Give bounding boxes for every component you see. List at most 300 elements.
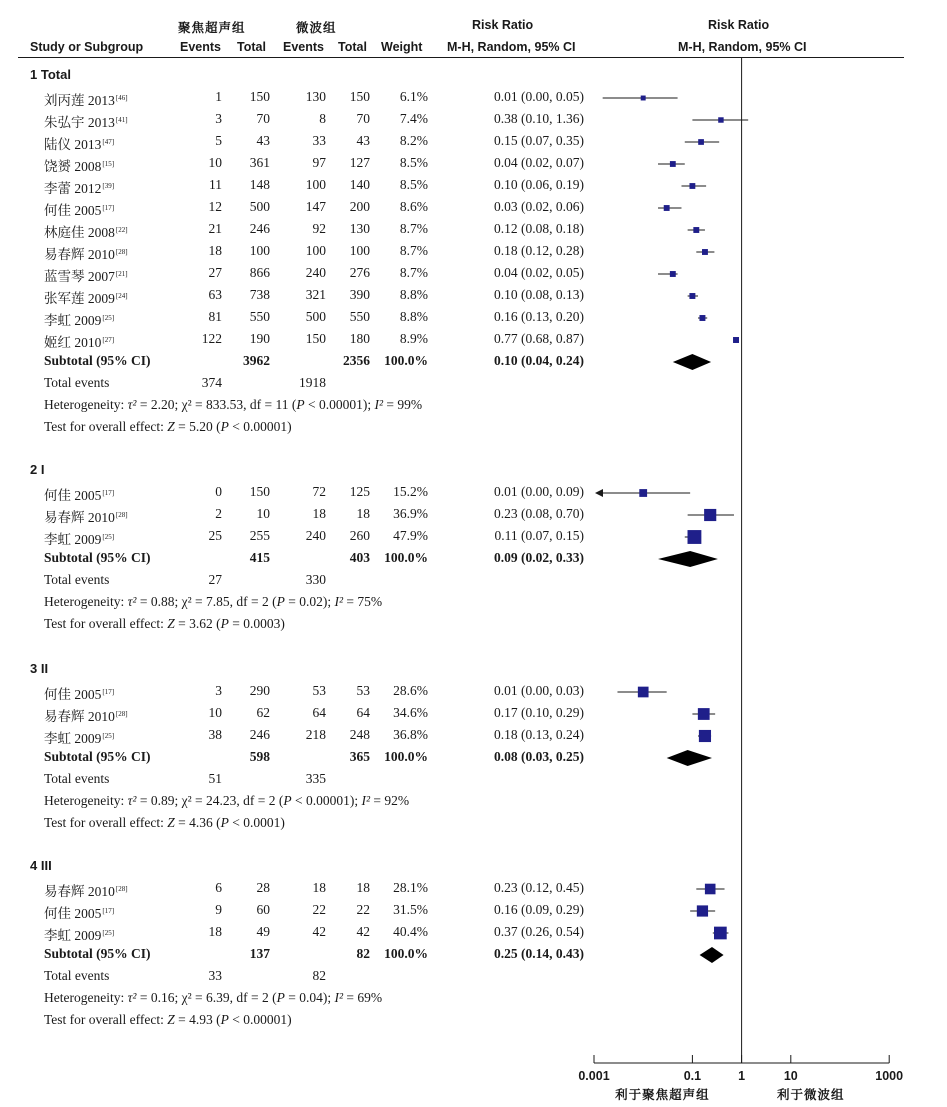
study-name-cell <box>44 705 128 725</box>
total2-cell: 18 <box>356 880 370 895</box>
risk-ratio-ci-cell: 0.18 (0.12, 0.28) <box>494 243 584 258</box>
subtotal-total1: 137 <box>249 946 270 961</box>
total2-cell: 125 <box>349 484 370 499</box>
study-name: 易春辉 2010 <box>44 510 115 525</box>
study-name: 李虹 2009 <box>44 313 102 328</box>
heterogeneity-p: = 0.02); <box>284 594 335 609</box>
events1-cell: 27 <box>208 265 222 280</box>
weight-cell: 34.6% <box>393 705 428 720</box>
study-reference: [25] <box>102 532 115 541</box>
study-reference: [25] <box>102 928 115 937</box>
study-reference: [17] <box>102 687 115 696</box>
weight-cell: 7.4% <box>399 111 428 126</box>
events2-cell: 100 <box>305 177 326 192</box>
tau-symbol: τ² <box>127 793 137 808</box>
weight-cell: 8.8% <box>399 309 428 324</box>
heterogeneity-p: < 0.00001); <box>291 793 362 808</box>
x-tick-label: 0.001 <box>578 1069 610 1083</box>
study-name: 姬红 2010 <box>44 335 102 350</box>
point-estimate-marker <box>641 96 646 101</box>
x-tick-label: 1 <box>738 1069 746 1083</box>
total2-cell: 22 <box>356 902 370 917</box>
events1-header: Events <box>180 40 221 54</box>
risk-ratio-ci-cell: 0.11 (0.07, 0.15) <box>494 528 584 543</box>
method-right-header: M-H, Random, 95% CI <box>678 40 807 54</box>
x-tick-label: 10 <box>783 1069 798 1083</box>
events1-cell: 12 <box>208 199 222 214</box>
subtotal-total2: 365 <box>349 749 370 764</box>
p-symbol: P <box>220 419 229 434</box>
total1-cell: 255 <box>249 528 270 543</box>
p-symbol: P <box>220 616 229 631</box>
weight-cell: 15.2% <box>393 484 428 499</box>
point-estimate-marker <box>664 205 670 211</box>
study-name: 何佳 2005 <box>44 687 102 702</box>
study-name: 张军莲 2009 <box>44 291 115 306</box>
overall-effect-line <box>44 1012 292 1028</box>
risk-ratio-ci-cell: 0.37 (0.26, 0.54) <box>494 924 584 939</box>
p-symbol: P <box>296 397 305 412</box>
study-name-cell <box>44 880 128 900</box>
z-symbol: Z <box>167 1012 175 1027</box>
events1-cell: 10 <box>208 705 222 720</box>
total2-cell: 276 <box>349 265 370 280</box>
study-reference: [39] <box>102 181 115 190</box>
p-symbol: P <box>220 815 229 830</box>
method-left-header: M-H, Random, 95% CI <box>447 40 576 54</box>
total-events-label: Total events <box>44 968 110 983</box>
total-events2: 1918 <box>299 375 326 390</box>
risk-ratio-ci-cell: 0.16 (0.09, 0.29) <box>494 902 584 917</box>
study-name: 易春辉 2010 <box>44 709 115 724</box>
overall-effect-z: = 4.93 ( <box>174 1012 221 1027</box>
heterogeneity-i2: = 69% <box>343 990 383 1005</box>
events1-cell: 38 <box>208 727 222 742</box>
point-estimate-marker <box>698 139 704 145</box>
weight-cell: 36.9% <box>393 506 428 521</box>
weight-cell: 8.9% <box>399 331 428 346</box>
overall-effect-line <box>44 616 285 632</box>
study-reference: [21] <box>115 269 128 278</box>
total2-cell: 70 <box>356 111 370 126</box>
heterogeneity-stats: = 0.88; χ² = 7.85, df = 2 ( <box>136 594 277 609</box>
total1-cell: 500 <box>249 199 270 214</box>
heterogeneity-line <box>44 594 382 610</box>
subtotal-diamond <box>673 354 711 370</box>
study-reference: [47] <box>102 137 115 146</box>
weight-cell: 8.2% <box>399 133 428 148</box>
total1-cell: 49 <box>256 924 270 939</box>
i2-symbol: I² <box>374 397 384 412</box>
point-estimate-marker <box>689 293 695 299</box>
total2-cell: 248 <box>349 727 370 742</box>
risk-ratio-ci-cell: 0.01 (0.00, 0.03) <box>494 683 584 698</box>
subtotal-weight: 100.0% <box>384 550 428 565</box>
total-events1: 33 <box>208 968 222 983</box>
events2-cell: 64 <box>312 705 326 720</box>
heterogeneity-line <box>44 397 422 413</box>
study-name-cell <box>44 177 114 197</box>
subtotal-weight: 100.0% <box>384 353 428 368</box>
total1-cell: 100 <box>249 243 270 258</box>
events2-cell: 97 <box>312 155 326 170</box>
rr-left-title: Risk Ratio <box>472 18 534 32</box>
events2-cell: 500 <box>305 309 326 324</box>
study-name-cell <box>44 221 128 241</box>
total2-cell: 53 <box>356 683 370 698</box>
heterogeneity-stats: = 2.20; χ² = 833.53, df = 11 ( <box>136 397 297 412</box>
study-name: 李虹 2009 <box>44 731 102 746</box>
total2-cell: 550 <box>349 309 370 324</box>
weight-cell: 8.5% <box>399 177 428 192</box>
total-events1: 51 <box>208 771 222 786</box>
point-estimate-marker <box>638 687 649 698</box>
study-name-cell <box>44 506 128 526</box>
heterogeneity-line <box>44 990 382 1006</box>
subtotal-total2: 2356 <box>343 353 370 368</box>
subtotal-total1: 3962 <box>243 353 270 368</box>
weight-cell: 40.4% <box>393 924 428 939</box>
group2-header: 微波组 <box>296 21 337 35</box>
study-reference: [25] <box>102 313 115 322</box>
overall-effect-line <box>44 419 292 435</box>
total1-cell: 148 <box>249 177 270 192</box>
i2-symbol: I² <box>361 793 371 808</box>
study-name: 何佳 2005 <box>44 488 102 503</box>
overall-effect-z: = 4.36 ( <box>174 815 221 830</box>
study-name: 朱弘宇 2013 <box>44 115 115 130</box>
study-name-cell <box>44 331 114 351</box>
total1-cell: 246 <box>249 221 270 236</box>
study-name: 刘丙莲 2013 <box>44 93 115 108</box>
study-name: 李虹 2009 <box>44 532 102 547</box>
total1-cell: 866 <box>249 265 270 280</box>
study-reference: [24] <box>115 291 128 300</box>
subtotal-weight: 100.0% <box>384 946 428 961</box>
risk-ratio-ci-cell: 0.04 (0.02, 0.05) <box>494 265 584 280</box>
overall-effect-label: Test for overall effect: <box>44 419 168 434</box>
subtotal-diamond <box>667 750 712 766</box>
weight-cell: 47.9% <box>393 528 428 543</box>
study-name: 陆仪 2013 <box>44 137 102 152</box>
heterogeneity-p: = 0.04); <box>284 990 335 1005</box>
events2-cell: 92 <box>312 221 326 236</box>
study-name-cell <box>44 89 128 109</box>
study-name-cell <box>44 111 128 131</box>
total1-cell: 70 <box>256 111 270 126</box>
total1-cell: 738 <box>249 287 270 302</box>
risk-ratio-ci-cell: 0.04 (0.02, 0.07) <box>494 155 584 170</box>
subtotal-label: Subtotal (95% CI) <box>44 749 151 764</box>
p-symbol: P <box>276 990 285 1005</box>
events1-cell: 25 <box>208 528 222 543</box>
tau-symbol: τ² <box>127 594 137 609</box>
study-reference: [28] <box>115 510 128 519</box>
p-symbol: P <box>220 1012 229 1027</box>
p-symbol: P <box>276 594 285 609</box>
favours-left-label: 利于聚焦超声组 <box>615 1087 710 1102</box>
subtotal-weight: 100.0% <box>384 749 428 764</box>
total1-cell: 150 <box>249 484 270 499</box>
total-events1: 27 <box>208 572 222 587</box>
heterogeneity-label: Heterogeneity: <box>44 397 128 412</box>
ci-arrow <box>595 489 603 497</box>
events2-cell: 130 <box>305 89 326 104</box>
weight-cell: 28.6% <box>393 683 428 698</box>
events1-cell: 122 <box>201 331 222 346</box>
subtotal-label: Subtotal (95% CI) <box>44 550 151 565</box>
total1-cell: 43 <box>256 133 270 148</box>
risk-ratio-ci-cell: 0.23 (0.08, 0.70) <box>494 506 584 521</box>
total2-cell: 150 <box>349 89 370 104</box>
weight-cell: 36.8% <box>393 727 428 742</box>
total2-cell: 100 <box>349 243 370 258</box>
events2-cell: 321 <box>305 287 326 302</box>
study-name-cell <box>44 902 114 922</box>
subtotal-label: Subtotal (95% CI) <box>44 353 151 368</box>
study-name: 李虹 2009 <box>44 928 102 943</box>
study-reference: [27] <box>102 335 115 344</box>
subtotal-label: Subtotal (95% CI) <box>44 946 151 961</box>
events2-cell: 240 <box>305 528 326 543</box>
total1-cell: 60 <box>256 902 270 917</box>
study-name-cell <box>44 155 114 175</box>
events2-cell: 53 <box>312 683 326 698</box>
subtotal-total2: 82 <box>356 946 370 961</box>
point-estimate-marker <box>697 905 708 916</box>
total-events2: 330 <box>305 572 326 587</box>
total2-cell: 260 <box>349 528 370 543</box>
total2-cell: 64 <box>356 705 370 720</box>
study-name-cell <box>44 727 114 747</box>
overall-effect-p: < 0.0001) <box>228 815 285 830</box>
events1-cell: 2 <box>215 506 222 521</box>
heterogeneity-p: < 0.00001); <box>304 397 375 412</box>
subtotal-total2: 403 <box>349 550 370 565</box>
total2-cell: 43 <box>356 133 370 148</box>
events1-cell: 9 <box>215 902 222 917</box>
risk-ratio-ci-cell: 0.38 (0.10, 1.36) <box>494 111 584 126</box>
z-symbol: Z <box>167 419 175 434</box>
study-name-cell <box>44 924 114 944</box>
point-estimate-marker <box>733 337 739 343</box>
point-estimate-marker <box>698 708 710 720</box>
study-reference: [28] <box>115 709 128 718</box>
heterogeneity-line <box>44 793 409 809</box>
study-reference: [28] <box>115 884 128 893</box>
weight-cell: 28.1% <box>393 880 428 895</box>
events2-cell: 22 <box>312 902 326 917</box>
point-estimate-marker <box>639 489 647 497</box>
i2-symbol: I² <box>334 990 344 1005</box>
total1-cell: 190 <box>249 331 270 346</box>
weight-cell: 8.7% <box>399 243 428 258</box>
total2-cell: 140 <box>349 177 370 192</box>
study-name-cell <box>44 484 114 504</box>
study-name: 蓝雪琴 2007 <box>44 269 115 284</box>
heterogeneity-i2: = 99% <box>383 397 423 412</box>
subgroup-heading: 2 I <box>30 462 45 477</box>
total2-header: Total <box>338 40 367 54</box>
study-name: 何佳 2005 <box>44 203 102 218</box>
total1-cell: 28 <box>256 880 270 895</box>
events1-cell: 21 <box>208 221 222 236</box>
tau-symbol: τ² <box>127 397 137 412</box>
events2-cell: 72 <box>312 484 326 499</box>
overall-effect-line <box>44 815 285 831</box>
study-name-cell <box>44 133 114 153</box>
risk-ratio-ci-cell: 0.15 (0.07, 0.35) <box>494 133 584 148</box>
total2-cell: 42 <box>356 924 370 939</box>
heterogeneity-label: Heterogeneity: <box>44 793 128 808</box>
overall-effect-z: = 3.62 ( <box>174 616 221 631</box>
risk-ratio-ci-cell: 0.77 (0.68, 0.87) <box>494 331 584 346</box>
study-reference: [17] <box>102 488 115 497</box>
x-tick-label: 1000 <box>875 1069 904 1083</box>
study-reference: [41] <box>115 115 128 124</box>
total-events2: 335 <box>305 771 326 786</box>
overall-effect-p: = 0.0003) <box>228 616 285 631</box>
total1-header: Total <box>237 40 266 54</box>
events1-cell: 3 <box>215 683 222 698</box>
study-reference: [15] <box>102 159 115 168</box>
overall-effect-label: Test for overall effect: <box>44 616 168 631</box>
subtotal-total1: 598 <box>249 749 270 764</box>
overall-effect-p: < 0.00001) <box>228 1012 292 1027</box>
subgroup-heading: 4 III <box>30 858 52 873</box>
study-reference: [22] <box>115 225 128 234</box>
total1-cell: 150 <box>249 89 270 104</box>
events1-cell: 1 <box>215 89 222 104</box>
study-name-cell <box>44 683 114 703</box>
study-name: 李蕾 2012 <box>44 181 102 196</box>
weight-cell: 8.6% <box>399 199 428 214</box>
subgroup-heading: 1 Total <box>30 67 71 82</box>
events2-cell: 240 <box>305 265 326 280</box>
point-estimate-marker <box>688 530 702 544</box>
total1-cell: 62 <box>256 705 270 720</box>
study-reference: [28] <box>115 247 128 256</box>
events1-cell: 18 <box>208 243 222 258</box>
overall-effect-label: Test for overall effect: <box>44 1012 168 1027</box>
subtotal-total1: 415 <box>249 550 270 565</box>
total-events-label: Total events <box>44 375 110 390</box>
events2-cell: 218 <box>305 727 326 742</box>
risk-ratio-ci-cell: 0.03 (0.02, 0.06) <box>494 199 584 214</box>
risk-ratio-ci-cell: 0.01 (0.00, 0.05) <box>494 89 584 104</box>
total1-cell: 361 <box>249 155 270 170</box>
study-name: 何佳 2005 <box>44 906 102 921</box>
subgroup-heading: 3 II <box>30 661 49 676</box>
total-events2: 82 <box>312 968 326 983</box>
risk-ratio-ci-cell: 0.18 (0.13, 0.24) <box>494 727 584 742</box>
weight-cell: 6.1% <box>399 89 428 104</box>
point-estimate-marker <box>718 117 723 122</box>
study-name-cell <box>44 243 128 263</box>
total-events1: 374 <box>201 375 222 390</box>
events2-header: Events <box>283 40 324 54</box>
events1-cell: 6 <box>215 880 222 895</box>
events2-cell: 18 <box>312 506 326 521</box>
subtotal-ci: 0.25 (0.14, 0.43) <box>494 946 584 961</box>
favours-right-label: 利于微波组 <box>777 1087 845 1102</box>
point-estimate-marker <box>702 249 708 255</box>
weight-cell: 8.5% <box>399 155 428 170</box>
weight-cell: 8.7% <box>399 265 428 280</box>
events1-cell: 11 <box>209 177 222 192</box>
study-name: 林庭佳 2008 <box>44 225 115 240</box>
subtotal-ci: 0.08 (0.03, 0.25) <box>494 749 584 764</box>
study-reference: [17] <box>102 906 115 915</box>
subtotal-diamond <box>700 947 724 963</box>
x-tick-label: 0.1 <box>683 1069 702 1083</box>
events1-cell: 3 <box>215 111 222 126</box>
events2-cell: 8 <box>319 111 326 126</box>
overall-effect-z: = 5.20 ( <box>174 419 221 434</box>
risk-ratio-ci-cell: 0.17 (0.10, 0.29) <box>494 705 584 720</box>
i2-symbol: I² <box>334 594 344 609</box>
overall-effect-p: < 0.00001) <box>228 419 292 434</box>
total1-cell: 246 <box>249 727 270 742</box>
tau-symbol: τ² <box>127 990 137 1005</box>
study-name: 饶赟 2008 <box>44 159 102 174</box>
study-column-header: Study or Subgroup <box>30 40 144 54</box>
events2-cell: 18 <box>312 880 326 895</box>
weight-cell: 31.5% <box>393 902 428 917</box>
heterogeneity-stats: = 0.89; χ² = 24.23, df = 2 ( <box>136 793 284 808</box>
subtotal-ci: 0.10 (0.04, 0.24) <box>494 353 584 368</box>
events1-cell: 18 <box>208 924 222 939</box>
point-estimate-marker <box>670 161 676 167</box>
weight-header: Weight <box>381 40 423 54</box>
total2-cell: 127 <box>349 155 370 170</box>
total1-cell: 290 <box>249 683 270 698</box>
events2-cell: 33 <box>312 133 326 148</box>
z-symbol: Z <box>167 815 175 830</box>
heterogeneity-i2: = 75% <box>343 594 383 609</box>
subtotal-ci: 0.09 (0.02, 0.33) <box>494 550 584 565</box>
risk-ratio-ci-cell: 0.16 (0.13, 0.20) <box>494 309 584 324</box>
total-events-label: Total events <box>44 771 110 786</box>
events2-cell: 150 <box>305 331 326 346</box>
total2-cell: 200 <box>349 199 370 214</box>
study-name-cell <box>44 309 114 329</box>
risk-ratio-ci-cell: 0.10 (0.06, 0.19) <box>494 177 584 192</box>
study-name-cell <box>44 287 128 307</box>
study-reference: [25] <box>102 731 115 740</box>
heterogeneity-stats: = 0.16; χ² = 6.39, df = 2 ( <box>136 990 277 1005</box>
study-name-cell <box>44 528 114 548</box>
total2-cell: 390 <box>349 287 370 302</box>
z-symbol: Z <box>167 616 175 631</box>
study-reference: [46] <box>115 93 128 102</box>
events1-cell: 81 <box>208 309 222 324</box>
overall-effect-label: Test for overall effect: <box>44 815 168 830</box>
point-estimate-marker <box>699 315 705 321</box>
events1-cell: 63 <box>208 287 222 302</box>
total1-cell: 550 <box>249 309 270 324</box>
point-estimate-marker <box>714 927 727 940</box>
total2-cell: 180 <box>349 331 370 346</box>
study-name-cell <box>44 199 114 219</box>
total1-cell: 10 <box>256 506 270 521</box>
total2-cell: 18 <box>356 506 370 521</box>
point-estimate-marker <box>689 183 695 189</box>
risk-ratio-ci-cell: 0.10 (0.08, 0.13) <box>494 287 584 302</box>
events1-cell: 5 <box>215 133 222 148</box>
study-reference: [17] <box>102 203 115 212</box>
point-estimate-marker <box>670 271 676 277</box>
